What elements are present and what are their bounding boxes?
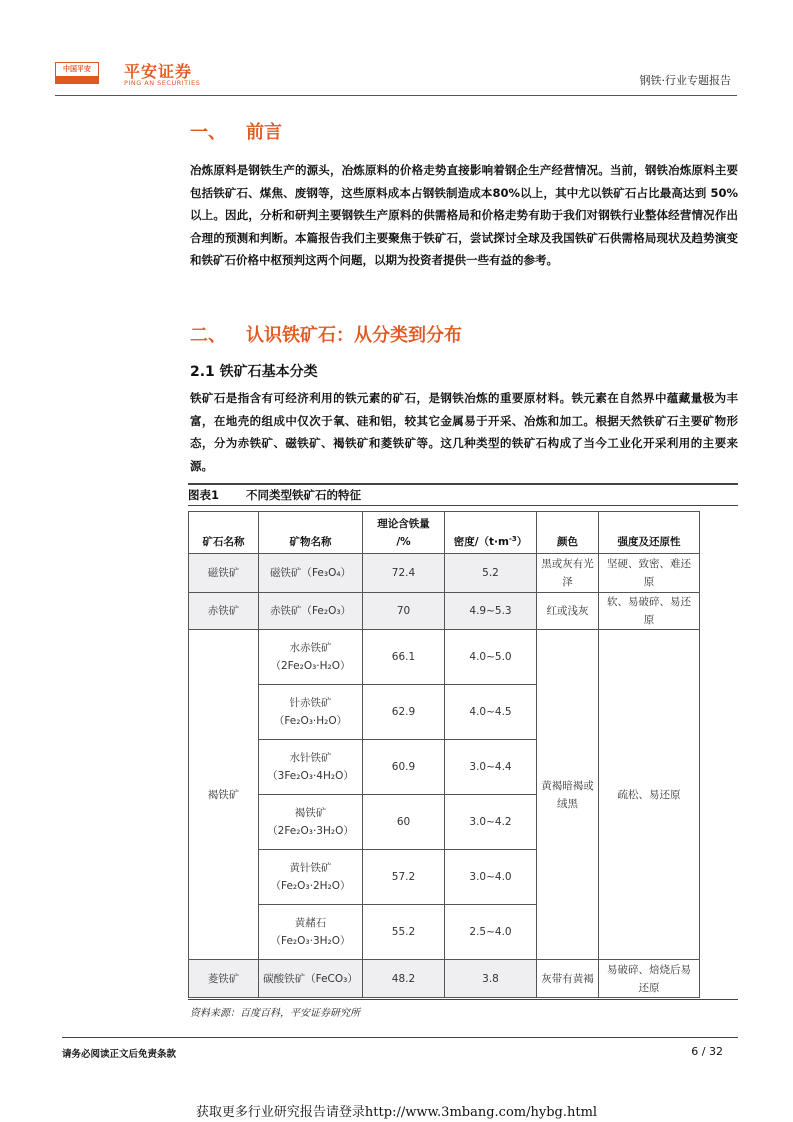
figure-title <box>188 487 738 503</box>
section-1-title: 前言 <box>246 122 282 143</box>
cell-density: 2.5~4.0 <box>445 905 537 960</box>
header-density <box>445 512 537 554</box>
cell-density: 3.0~4.4 <box>445 740 537 795</box>
header-iron-content-line2: /% <box>396 536 411 548</box>
section-2-number: 二、 <box>190 325 226 346</box>
cell-strength: 易破碎、焙烧后易还原 <box>599 960 700 998</box>
cell-strength: 坚硬、致密、难还原 <box>599 554 700 593</box>
cell-mineral-name: 碳酸铁矿（FeCO₃） <box>259 960 363 998</box>
cell-mineral-name <box>259 850 363 905</box>
header-mineral-name: 矿物名称 <box>259 512 363 554</box>
figure-top-rule <box>188 483 738 485</box>
cell-iron-content: 57.2 <box>363 850 445 905</box>
header-density-suffix: ） <box>516 536 528 548</box>
cell-density: 3.0~4.2 <box>445 795 537 850</box>
header-ore-name: 矿石名称 <box>189 512 259 554</box>
cell-mineral-formula: （3Fe₂O₃·4H₂O） <box>267 770 354 782</box>
cell-mineral-formula: （Fe₂O₃·H₂O） <box>273 715 348 727</box>
cell-mineral-formula: Fe₂O₃ <box>311 605 341 617</box>
cell-iron-content: 62.9 <box>363 685 445 740</box>
subsection-2-1-title: 2.1 铁矿石基本分类 <box>190 364 318 380</box>
cell-iron-content: 72.4 <box>363 554 445 593</box>
cell-color: 红或浅灰 <box>537 593 599 630</box>
logo-text: 中国平安 <box>63 65 91 73</box>
cell-iron-content: 55.2 <box>363 905 445 960</box>
cell-density: 3.0~4.0 <box>445 850 537 905</box>
cell-color: 黄褐暗褐或绒黑 <box>537 630 599 960</box>
section-1-paragraph: 冶炼原料是钢铁生产的源头，冶炼原料的价格走势直接影响着钢企生产经营情况。当前，钢铁冶炼原料主要包括铁矿石、煤焦、废钢等，这些原料成本占钢铁制造成本80%以上，其中尤以铁矿石占比最高达到 50%以上。因此，分析和研判主要钢铁生产原料的供需格局和价格走势有助于我们对钢铁行业整体经营情况作出合理的预测和判断。本篇报告我们主要聚焦于铁矿石，尝试探讨全球及我国铁矿石供需格局现状及趋势演变和铁矿石价格中枢预判这两个问题，以期为投资者提供一些有益的参考。 <box>190 163 738 267</box>
header-iron-content <box>363 512 445 554</box>
section-2-paragraph: 铁矿石是指含有可经济利用的铁元素的矿石，是钢铁冶炼的重要原材料。铁元素在自然界中蕴藏量极为丰富，在地壳的组成中仅次于氧、硅和铝，较其它金属易于开采、冶炼和加工。根据天然铁矿石主要矿物形态，分为赤铁矿、磁铁矿、褐铁矿和菱铁矿等。这几种类型的铁矿石构成了当今工业化开采利用的主要来源。 <box>190 391 738 473</box>
cell-density: 4.0~4.5 <box>445 685 537 740</box>
header-iron-content-line1: 理论含铁量 <box>377 518 430 530</box>
cell-mineral-label: 赤铁矿（ <box>269 605 312 617</box>
table-row <box>189 554 700 593</box>
section-2-title: 认识铁矿石：从分类到分布 <box>246 325 462 346</box>
brand-name: 平安证券 <box>124 62 193 81</box>
cell-density: 4.9~5.3 <box>445 593 537 630</box>
section-1-number: 一、 <box>190 122 226 143</box>
header-divider <box>55 95 737 96</box>
figure-bottom-rule <box>188 999 738 1000</box>
cell-mineral-label: 黄针铁矿 <box>289 862 332 874</box>
cell-ore-name: 磁铁矿 <box>189 554 259 593</box>
figure-label: 图表1 <box>188 488 220 502</box>
report-type: 钢铁·行业专题报告 <box>639 74 731 87</box>
figure-caption: 不同类型铁矿石的特征 <box>246 488 361 502</box>
section-1-heading <box>190 118 282 144</box>
cell-strength: 软、易破碎、易还原 <box>599 593 700 630</box>
table-row <box>189 630 700 685</box>
table-header-row <box>189 512 700 554</box>
header-density-prefix: 密度/（t·m <box>453 536 509 548</box>
logo-bar <box>56 76 98 83</box>
header-color: 颜色 <box>537 512 599 554</box>
disclaimer-link[interactable]: 请务必阅读正文后免责条款 <box>62 1049 177 1060</box>
cell-iron-content: 66.1 <box>363 630 445 685</box>
promo-banner[interactable]: 获取更多行业研究报告请登录http://www.3mbang.com/hybg.html <box>195 1105 598 1120</box>
cell-mineral-label: 黄赭石 <box>294 917 327 929</box>
cell-mineral-name <box>259 905 363 960</box>
cell-mineral-formula: （Fe₂O₃·3H₂O） <box>270 935 351 947</box>
cell-iron-content: 70 <box>363 593 445 630</box>
cell-density: 4.0~5.0 <box>445 630 537 685</box>
header-strength: 强度及还原性 <box>599 512 700 554</box>
cell-mineral-label: 水赤铁矿 <box>289 642 332 654</box>
cell-iron-content: 60 <box>363 795 445 850</box>
cell-mineral-formula: Fe₃O₄ <box>311 567 341 579</box>
section-2-heading <box>190 321 462 347</box>
iron-ore-table <box>188 511 700 998</box>
cell-mineral-label: 针赤铁矿 <box>289 697 332 709</box>
cell-mineral-label: 水针铁矿 <box>289 752 332 764</box>
cell-color: 黑或灰有光泽 <box>537 554 599 593</box>
table-row <box>189 960 700 998</box>
cell-mineral-label: 磁铁矿（ <box>269 567 312 579</box>
cell-mineral-name <box>259 685 363 740</box>
cell-mineral-formula: （2Fe₂O₃·3H₂O） <box>267 825 354 837</box>
header-density-exponent: -3 <box>509 535 517 543</box>
cell-ore-name: 褐铁矿 <box>189 630 259 960</box>
cell-mineral-name <box>259 593 363 630</box>
cell-ore-name: 赤铁矿 <box>189 593 259 630</box>
figure-source: 资料来源：百度百科，平安证券研究所 <box>190 1008 360 1019</box>
footer-divider <box>62 1037 738 1038</box>
cell-color: 灰带有黄褐 <box>537 960 599 998</box>
cell-mineral-name <box>259 630 363 685</box>
cell-mineral-formula: （Fe₂O₃·2H₂O） <box>270 880 351 892</box>
cell-mineral-formula: （2Fe₂O₃·H₂O） <box>270 660 351 672</box>
cell-mineral-name <box>259 795 363 850</box>
company-logo <box>55 62 99 84</box>
cell-density: 5.2 <box>445 554 537 593</box>
figure-title-rule <box>188 505 738 506</box>
cell-mineral-name <box>259 554 363 593</box>
cell-mineral-close: ） <box>340 605 352 617</box>
cell-density: 3.8 <box>445 960 537 998</box>
brand-name-en: PING AN SECURITIES <box>124 79 201 87</box>
cell-mineral-name <box>259 740 363 795</box>
cell-ore-name: 菱铁矿 <box>189 960 259 998</box>
table-row <box>189 593 700 630</box>
cell-iron-content: 60.9 <box>363 740 445 795</box>
cell-iron-content: 48.2 <box>363 960 445 998</box>
cell-mineral-label: 褐铁矿 <box>294 807 327 819</box>
cell-mineral-close: ） <box>340 567 352 579</box>
cell-strength: 疏松、易还原 <box>599 630 700 960</box>
page-number: 6 / 32 <box>691 1045 723 1058</box>
